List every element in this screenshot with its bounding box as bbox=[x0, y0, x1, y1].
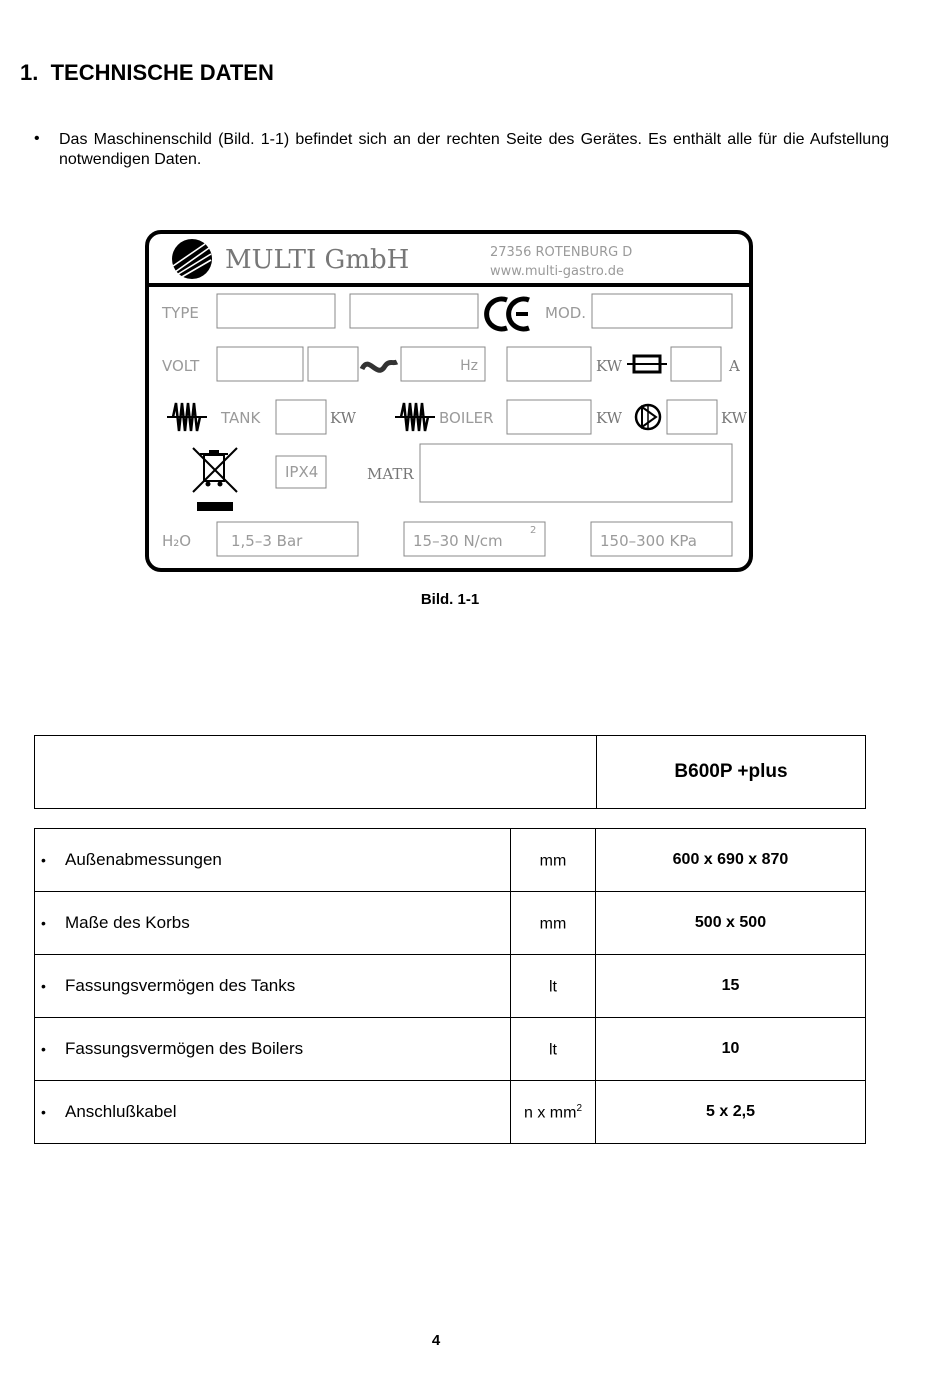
plate-pressure-bar: 1,5–3 Bar bbox=[231, 532, 303, 550]
model-header-table bbox=[34, 735, 866, 809]
plate-web: www.multi-gastro.de bbox=[490, 264, 625, 279]
plate-ampere-label: A bbox=[729, 357, 740, 375]
plate-mod-label: MOD. bbox=[545, 304, 587, 322]
ce-mark-icon bbox=[487, 299, 529, 329]
pump-kw-field bbox=[667, 400, 717, 434]
mod-field bbox=[592, 294, 732, 328]
plate-boiler-label: BOILER bbox=[439, 409, 494, 427]
plate-tank-label: TANK bbox=[221, 409, 261, 427]
plate-company: MULTI GmbH bbox=[225, 245, 410, 275]
row-bullet: • bbox=[41, 1041, 46, 1057]
plate-kw-label-2: KW bbox=[330, 409, 357, 427]
spec-value: 600 x 690 x 870 bbox=[596, 829, 866, 892]
type-field-2 bbox=[350, 294, 478, 328]
plate-pressure-ncm-sup: 2 bbox=[530, 525, 537, 536]
plate-ipx-label: IPX4 bbox=[285, 463, 319, 481]
table-row bbox=[35, 892, 866, 955]
table-row bbox=[35, 1018, 866, 1081]
spec-label-cell bbox=[35, 892, 511, 955]
intro-bullet: • bbox=[34, 130, 40, 147]
spec-unit: lt bbox=[549, 978, 557, 996]
plate-kw-label-3: KW bbox=[596, 409, 623, 427]
spec-label-cell bbox=[35, 1018, 511, 1081]
spec-unit-cell bbox=[511, 829, 596, 892]
boiler-kw-field bbox=[507, 400, 591, 434]
row-bullet: • bbox=[41, 852, 46, 868]
rating-plate bbox=[145, 230, 753, 572]
ac-wave-icon bbox=[362, 362, 397, 370]
section-heading bbox=[20, 60, 274, 86]
plate-address: 27356 ROTENBURG D bbox=[490, 245, 633, 260]
type-field-1 bbox=[217, 294, 335, 328]
plate-type-label: TYPE bbox=[162, 304, 199, 322]
plate-matr-label: MATR bbox=[367, 465, 414, 483]
model-name: B600P +plus bbox=[597, 736, 866, 809]
table-row bbox=[35, 1081, 866, 1144]
plate-kw-label-4: KW bbox=[721, 409, 748, 427]
spec-unit-cell bbox=[511, 1018, 596, 1081]
spec-unit: mm bbox=[539, 915, 567, 933]
section-number: 1. bbox=[20, 60, 39, 85]
spec-value: 15 bbox=[596, 955, 866, 1018]
spec-label-cell bbox=[35, 955, 511, 1018]
weee-bin-icon bbox=[193, 448, 237, 511]
spec-unit: lt bbox=[549, 1041, 557, 1059]
plate-volt-label: VOLT bbox=[162, 357, 200, 375]
spec-unit: mm bbox=[539, 852, 567, 870]
specs-table bbox=[34, 828, 866, 1144]
company-logo-icon bbox=[172, 239, 212, 279]
spec-label: Fassungsvermögen des Tanks bbox=[65, 976, 296, 995]
heating-element-icon-boiler bbox=[395, 403, 435, 431]
volt-field-1 bbox=[217, 347, 303, 381]
spec-value: 10 bbox=[596, 1018, 866, 1081]
spec-label: Maße des Korbs bbox=[65, 913, 190, 932]
page-number: 4 bbox=[431, 1332, 441, 1349]
row-bullet: • bbox=[41, 978, 46, 994]
figure-caption: Bild. 1-1 bbox=[420, 591, 480, 608]
intro-text: Das Maschinenschild (Bild. 1-1) befindet sich an der rechten Seite des Gerätes. Es enthält alle für die Aufstellung notwendigen Daten. bbox=[59, 131, 889, 168]
table-row bbox=[35, 955, 866, 1018]
kw-field-1 bbox=[507, 347, 591, 381]
row-bullet: • bbox=[41, 1104, 46, 1120]
fuse-icon bbox=[627, 356, 667, 372]
spec-value: 5 x 2,5 bbox=[596, 1081, 866, 1144]
plate-h2o-label: H₂O bbox=[162, 532, 192, 550]
spec-unit-sup: 2 bbox=[576, 1103, 582, 1114]
spec-label-cell bbox=[35, 829, 511, 892]
plate-pressure-kpa: 150–300 KPa bbox=[600, 532, 697, 550]
heating-element-icon bbox=[167, 403, 207, 431]
spec-label-cell bbox=[35, 1081, 511, 1144]
ampere-field bbox=[671, 347, 721, 381]
spec-value: 500 x 500 bbox=[596, 892, 866, 955]
section-title: TECHNISCHE DATEN bbox=[50, 60, 274, 85]
plate-hz-label: Hz bbox=[460, 358, 478, 374]
spec-unit: n x mm bbox=[523, 1104, 577, 1122]
spec-label: Fassungsvermögen des Boilers bbox=[65, 1039, 304, 1058]
plate-kw-label-1: KW bbox=[596, 357, 623, 375]
table-row bbox=[35, 829, 866, 892]
tank-kw-field bbox=[276, 400, 326, 434]
plate-pressure-ncm: 15–30 N/cm bbox=[413, 532, 503, 550]
spec-unit-cell bbox=[511, 955, 596, 1018]
pump-icon bbox=[636, 405, 660, 429]
volt-field-2 bbox=[308, 347, 358, 381]
spec-unit-cell bbox=[511, 892, 596, 955]
row-bullet: • bbox=[41, 915, 46, 931]
matr-field bbox=[420, 444, 732, 502]
spec-unit-cell bbox=[511, 1081, 596, 1144]
spec-label: Anschlußkabel bbox=[65, 1102, 177, 1121]
spec-label: Außenabmessungen bbox=[65, 850, 222, 869]
model-header-empty-cell bbox=[35, 736, 597, 809]
